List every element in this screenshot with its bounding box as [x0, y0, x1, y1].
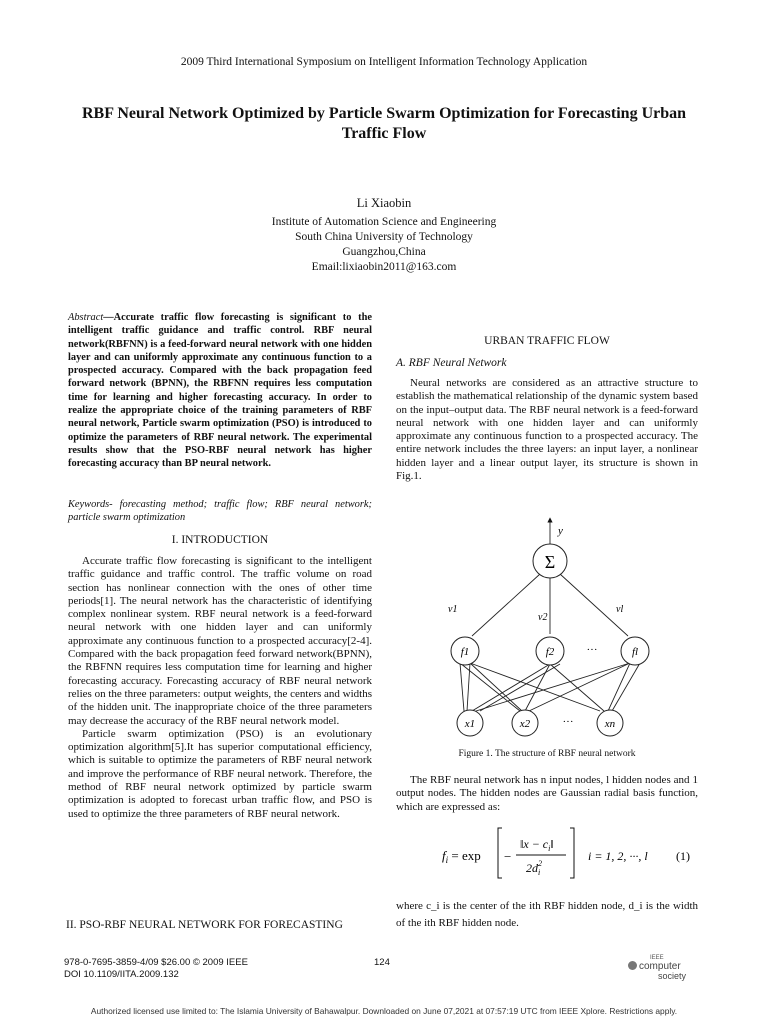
- paragraph: The RBF neural network has n input nodes, l hidden nodes and 1 output nodes. The hidden nodes are Gaussian radial basis function, which are expressed as:: [396, 774, 698, 813]
- footer-copyright: [64, 957, 248, 981]
- minus-sign: −: [504, 849, 512, 864]
- ellipsis: ···: [562, 716, 574, 728]
- ieee-computer-society-logo: [628, 955, 708, 979]
- section-heading-pso-rbf: II. PSO-RBF NEURAL NETWORK FOR FORECASTING: [66, 919, 343, 931]
- ellipsis: ···: [586, 644, 598, 656]
- affiliation-line: South China University of Technology: [295, 231, 473, 243]
- equation-number: (1): [676, 849, 690, 863]
- logo-word: computer: [639, 961, 681, 972]
- formula-denominator: $2d^2$ i: [526, 859, 542, 877]
- edge: [472, 574, 540, 636]
- isbn-line: 978-0-7695-3859-4/09 $26.00 © 2009 IEEE: [64, 957, 248, 968]
- hidden-node-label: f2: [545, 646, 555, 658]
- paper-title: RBF Neural Network Optimized by Particle Swarm Optimization for Forecasting Urban Traffic Flow: [81, 105, 687, 142]
- input-node-label: xn: [604, 718, 616, 730]
- rbf-body: [396, 377, 698, 483]
- abstract-label: Abstract: [68, 312, 104, 323]
- hidden-node-label: f1: [460, 646, 470, 658]
- sum-symbol: Σ: [544, 552, 556, 572]
- weight-label: vl: [616, 604, 624, 615]
- hidden-node-label: fl: [631, 646, 639, 658]
- formula-range: i = 1, 2, ···, l: [588, 849, 648, 863]
- subsection-heading-rbf: A. RBF Neural Network: [396, 357, 507, 369]
- figure-caption: Figure 1. The structure of RBF neural network: [458, 749, 636, 759]
- bracket-left: [498, 828, 502, 878]
- formula-numerator: ‖x − $c_i‖$: [520, 837, 554, 853]
- formula-explanation: where c_i is the center of the ith RBF hidden node, d_i is the width of the ith RBF hidden node.: [396, 900, 698, 929]
- input-node-label: x2: [519, 718, 531, 730]
- rbf-network-diagram: [420, 516, 670, 746]
- bracket-right: [570, 828, 574, 878]
- keywords: Keywords- forecasting method; traffic flow; RBF neural network; particle swarm optimization: [68, 499, 372, 524]
- affiliation-line: Institute of Automation Science and Engineering: [271, 216, 497, 228]
- paragraph: Accurate traffic flow forecasting is significant to the intelligent traffic guidance and traffic control. The traffic volume on road section has nonlinear connection with the ones of other time periods[1]. The neural network has the characteristic of identifying complex nonlinear system. RBF neural network is a feed-forward neural network with one hidden layer and can uniformly approximate any continuous function to a prospected accuracy[2-4]. Compared with the back propagation feed forward network(BPNN), the RBFNN requires less computation time for learning and higher forecasting accuracy. Forecasting accuracy of RBF neural network relies on the three parameters: output weights, the centers and widths of the hidden unit. The inappropriate choice of the three parameters may decrease the accuracy of the RBF neural network model.: [68, 555, 372, 727]
- input-node-label: x1: [464, 718, 476, 730]
- page-number: 124: [374, 957, 390, 968]
- affiliation-line: Guangzhou,China: [342, 246, 426, 258]
- section-heading-introduction: I. INTRODUCTION: [171, 534, 269, 546]
- author-affiliation: [0, 215, 768, 275]
- author-email: Email:lixiaobin2011@163.com: [311, 261, 457, 273]
- license-notice: Authorized licensed use limited to: The Islamia University of Bahawalpur. Downloaded on June 07,2021 at 07:57:19 UTC from IEEE Xplore. Restrictions apply.: [90, 1006, 678, 1016]
- weight-label: v2: [538, 612, 548, 623]
- conference-venue: 2009 Third International Symposium on Intelligent Information Technology Application: [180, 56, 588, 68]
- gaussian-formula: [440, 818, 700, 888]
- abstract-text: —Accurate traffic flow forecasting is significant to the intelligent traffic guidance and traffic control. RBF neural network(RBFNN) is a feed-forward neural network with one hidden layer and can uniformly approximate any continuous function to a prospected accuracy. Compared with the back propagation feed forward network (BPNN), the RBFNN requires less computation time for learning and higher forecasting accuracy. In order to realize the appropriate choice of the training parameters of RBF neural network, Particle swarm optimization (PSO) is introduced to optimize the parameters of RBF neural network. The experimental results show that the PSO-RBF neural network has higher forecasting accuracy than BP neural network.: [68, 312, 372, 470]
- author-name: Li Xiaobin: [356, 196, 412, 210]
- globe-icon: [628, 961, 637, 970]
- logo-bot: society: [658, 971, 687, 981]
- doi-line: DOI 10.1109/IITA.2009.132: [64, 969, 179, 980]
- output-label: y: [558, 525, 563, 537]
- logo-top: IEEE: [650, 955, 664, 961]
- formula-lhs: $f_i = \exp$: [442, 848, 481, 865]
- abstract: [68, 311, 372, 471]
- rbf-body-continued: [396, 774, 698, 814]
- weight-label: v1: [448, 604, 458, 615]
- paragraph: Neural networks are considered as an attractive structure to establish the mathematical relationship of the dynamic system based on the input–output data. The RBF neural network is a feed-forward neural network with one hidden layer and can uniformly approximate any continuous function to a prospected accuracy. The entire network includes the three layers: an input layer, a nonlinear hidden layer and a linear output layer, its structure is shown in Fig.1.: [396, 377, 698, 483]
- introduction-body: [68, 555, 372, 821]
- input-hidden-edges: [460, 663, 640, 711]
- section-heading-continuation: URBAN TRAFFIC FLOW: [484, 335, 610, 347]
- paragraph: Particle swarm optimization (PSO) is an evolutionary optimization algorithm[5].It has superior computational efficiency, which is suitable to optimize the parameters of RBF neural network and improve the performance of RBF neural network. Therefore, the method of RBF neural network optimized by particle swarm optimization is adopted to forecast urban traffic flow, and PSO is used to optimize the three parameters of RBF neural network.: [68, 727, 372, 820]
